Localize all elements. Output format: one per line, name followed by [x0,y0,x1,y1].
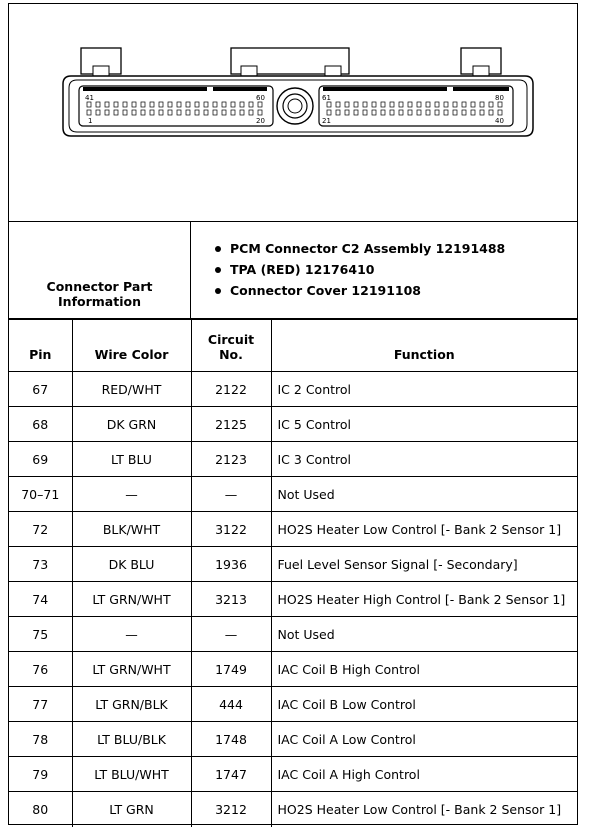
pin-cavity [408,102,412,107]
bullet-icon [215,288,221,294]
pin-cavity [399,110,403,115]
pin-cavity [249,110,253,115]
pin-label-60: 60 [256,94,265,102]
pin-cavity [336,102,340,107]
cell-function: Not Used [271,477,577,512]
cell-wire-color: DK BLU [72,547,191,582]
table-row [9,582,577,617]
pin-cavity [159,102,163,107]
pin-cavity [231,110,235,115]
table-row [9,687,577,722]
pin-cavity [381,102,385,107]
cell-pin: 80 [9,792,72,827]
connector-part-list [191,222,577,318]
pin-cavity [462,110,466,115]
cell-pin: 74 [9,582,72,617]
pin-cavity [462,102,466,107]
header-wire-color: Wire Color [72,320,191,372]
cell-pin: 76 [9,652,72,687]
pin-cavity [381,110,385,115]
table-row [9,757,577,792]
pin-cavity [489,102,493,107]
cell-circuit: 1936 [191,547,271,582]
part-item-text: Connector Cover 12191108 [230,283,422,298]
pin-cavity [363,110,367,115]
cell-circuit: 2122 [191,372,271,407]
cell-wire-color: LT BLU [72,442,191,477]
pin-cavity [96,102,100,107]
cell-circuit: — [191,617,271,652]
pin-label-1: 1 [88,117,93,125]
cell-circuit: 3122 [191,512,271,547]
pin-label-40: 40 [495,117,504,125]
pin-cavity [195,102,199,107]
pin-cavity [231,102,235,107]
pin-cavity [87,110,91,115]
cell-pin: 69 [9,442,72,477]
header-circuit-line1: Circuit [207,332,255,347]
part-item [191,259,577,280]
pin-cavity [213,110,217,115]
pin-cavity [132,110,136,115]
pin-cavity [354,102,358,107]
pin-label-21: 21 [322,117,331,125]
pin-cavity [480,102,484,107]
cell-wire-color: BLK/WHT [72,512,191,547]
connector-drawing [9,4,577,220]
cell-wire-color: LT BLU/WHT [72,757,191,792]
pin-cavity [345,110,349,115]
cell-circuit: 444 [191,687,271,722]
pin-cavity [186,102,190,107]
pin-cavity [204,102,208,107]
pin-cavity [363,102,367,107]
cell-wire-color: LT GRN/WHT [72,652,191,687]
header-circuit-no [191,320,271,372]
pin-cavity [258,102,262,107]
cell-function: IAC Coil A Low Control [271,722,577,757]
cell-function: HO2S Heater Low Control [- Bank 2 Sensor 1] [271,512,577,547]
pin-cavity [408,110,412,115]
cell-pin: 72 [9,512,72,547]
table-row [9,722,577,757]
cell-circuit: 3213 [191,582,271,617]
pin-label-61: 61 [322,94,331,102]
cell-circuit: — [191,477,271,512]
pin-cavity [354,110,358,115]
cell-wire-color: LT BLU/BLK [72,722,191,757]
cell-wire-color: — [72,477,191,512]
table-row [9,442,577,477]
pin-cavity [390,110,394,115]
table-row [9,652,577,687]
pin-cavity [114,110,118,115]
pin-cavity [471,110,475,115]
cell-circuit: 3212 [191,792,271,827]
table-row [9,372,577,407]
pin-cavity [204,110,208,115]
connector-diagram [9,4,577,222]
cell-pin: 67 [9,372,72,407]
pin-cavity [240,110,244,115]
cell-circuit: 1749 [191,652,271,687]
pin-label-20: 20 [256,117,265,125]
cell-function: IC 5 Control [271,407,577,442]
pin-label-41: 41 [85,94,94,102]
pin-cavity [327,102,331,107]
pin-cavity [453,102,457,107]
cell-pin: 68 [9,407,72,442]
connector-document [8,3,578,825]
table-header-row [9,320,577,372]
pin-cavity [177,102,181,107]
cell-wire-color: — [72,617,191,652]
part-item [191,280,577,301]
pin-cavity [105,110,109,115]
cell-wire-color: LT GRN [72,792,191,827]
pinout-table [9,319,577,827]
table-row [9,512,577,547]
part-item-text: TPA (RED) 12176410 [230,262,375,277]
pin-cavity [186,110,190,115]
pin-cavity [150,110,154,115]
pin-cavity [336,110,340,115]
cell-circuit: 1747 [191,757,271,792]
cell-circuit: 2123 [191,442,271,477]
pin-cavity [141,102,145,107]
pin-cavity [114,102,118,107]
pin-cavity [168,102,172,107]
pin-cavity [240,102,244,107]
pin-cavity [177,110,181,115]
pin-cavity [132,102,136,107]
pin-cavity [123,110,127,115]
cell-function: Fuel Level Sensor Signal [- Secondary] [271,547,577,582]
pin-cavity [444,110,448,115]
pin-cavity [222,102,226,107]
pin-cavity [372,110,376,115]
pin-cavity [105,102,109,107]
pin-cavity [426,110,430,115]
pin-cavity [435,110,439,115]
pin-cavity [327,110,331,115]
pin-cavity [435,102,439,107]
cell-pin: 75 [9,617,72,652]
pin-cavity [417,102,421,107]
cell-function: HO2S Heater High Control [- Bank 2 Sensor 1] [271,582,577,617]
bullet-icon [215,246,221,252]
cell-wire-color: DK GRN [72,407,191,442]
pin-cavity [123,102,127,107]
cell-function: IAC Coil B Low Control [271,687,577,722]
pin-cavity [159,110,163,115]
cell-function: IC 3 Control [271,442,577,477]
cell-function: Not Used [271,617,577,652]
table-row [9,792,577,827]
header-circuit-line2: No. [219,347,243,362]
cell-function: HO2S Heater Low Control [- Bank 2 Sensor 1] [271,792,577,827]
pin-cavity [480,110,484,115]
pin-cavity [471,102,475,107]
pin-cavity [489,110,493,115]
part-item [191,238,577,259]
pin-cavity [390,102,394,107]
cell-circuit: 1748 [191,722,271,757]
cell-pin: 78 [9,722,72,757]
cell-wire-color: RED/WHT [72,372,191,407]
pin-cavity [498,102,502,107]
pin-cavity [195,110,199,115]
cell-pin: 73 [9,547,72,582]
table-row [9,547,577,582]
connector-part-label-line2: Information [58,294,141,309]
pin-cavity [372,102,376,107]
pin-cavity [213,102,217,107]
pin-cavity [258,110,262,115]
cell-function: IC 2 Control [271,372,577,407]
cell-circuit: 2125 [191,407,271,442]
header-function: Function [271,320,577,372]
pin-cavity [96,110,100,115]
cell-pin: 79 [9,757,72,792]
connector-part-information [9,222,577,319]
bullet-icon [215,267,221,273]
pin-cavity [399,102,403,107]
cell-function: IAC Coil B High Control [271,652,577,687]
pin-cavity [249,102,253,107]
pin-cavity [141,110,145,115]
pin-cavity [417,110,421,115]
cell-pin: 77 [9,687,72,722]
table-row [9,407,577,442]
pin-cavity [453,110,457,115]
cell-wire-color: LT GRN/WHT [72,582,191,617]
table-row [9,477,577,512]
pin-cavity [345,102,349,107]
connector-part-info-label [9,222,191,318]
cell-pin: 70–71 [9,477,72,512]
pin-label-80: 80 [495,94,504,102]
pin-cavity [150,102,154,107]
cell-wire-color: LT GRN/BLK [72,687,191,722]
pin-cavity [168,110,172,115]
table-row [9,617,577,652]
cell-function: IAC Coil A High Control [271,757,577,792]
pin-cavity [426,102,430,107]
part-item-text: PCM Connector C2 Assembly 12191488 [230,241,506,256]
pin-cavity [222,110,226,115]
pin-cavity [498,110,502,115]
header-pin: Pin [9,320,72,372]
connector-part-label-line1: Connector Part [46,279,153,294]
pin-cavity [444,102,448,107]
pin-cavity [87,102,91,107]
